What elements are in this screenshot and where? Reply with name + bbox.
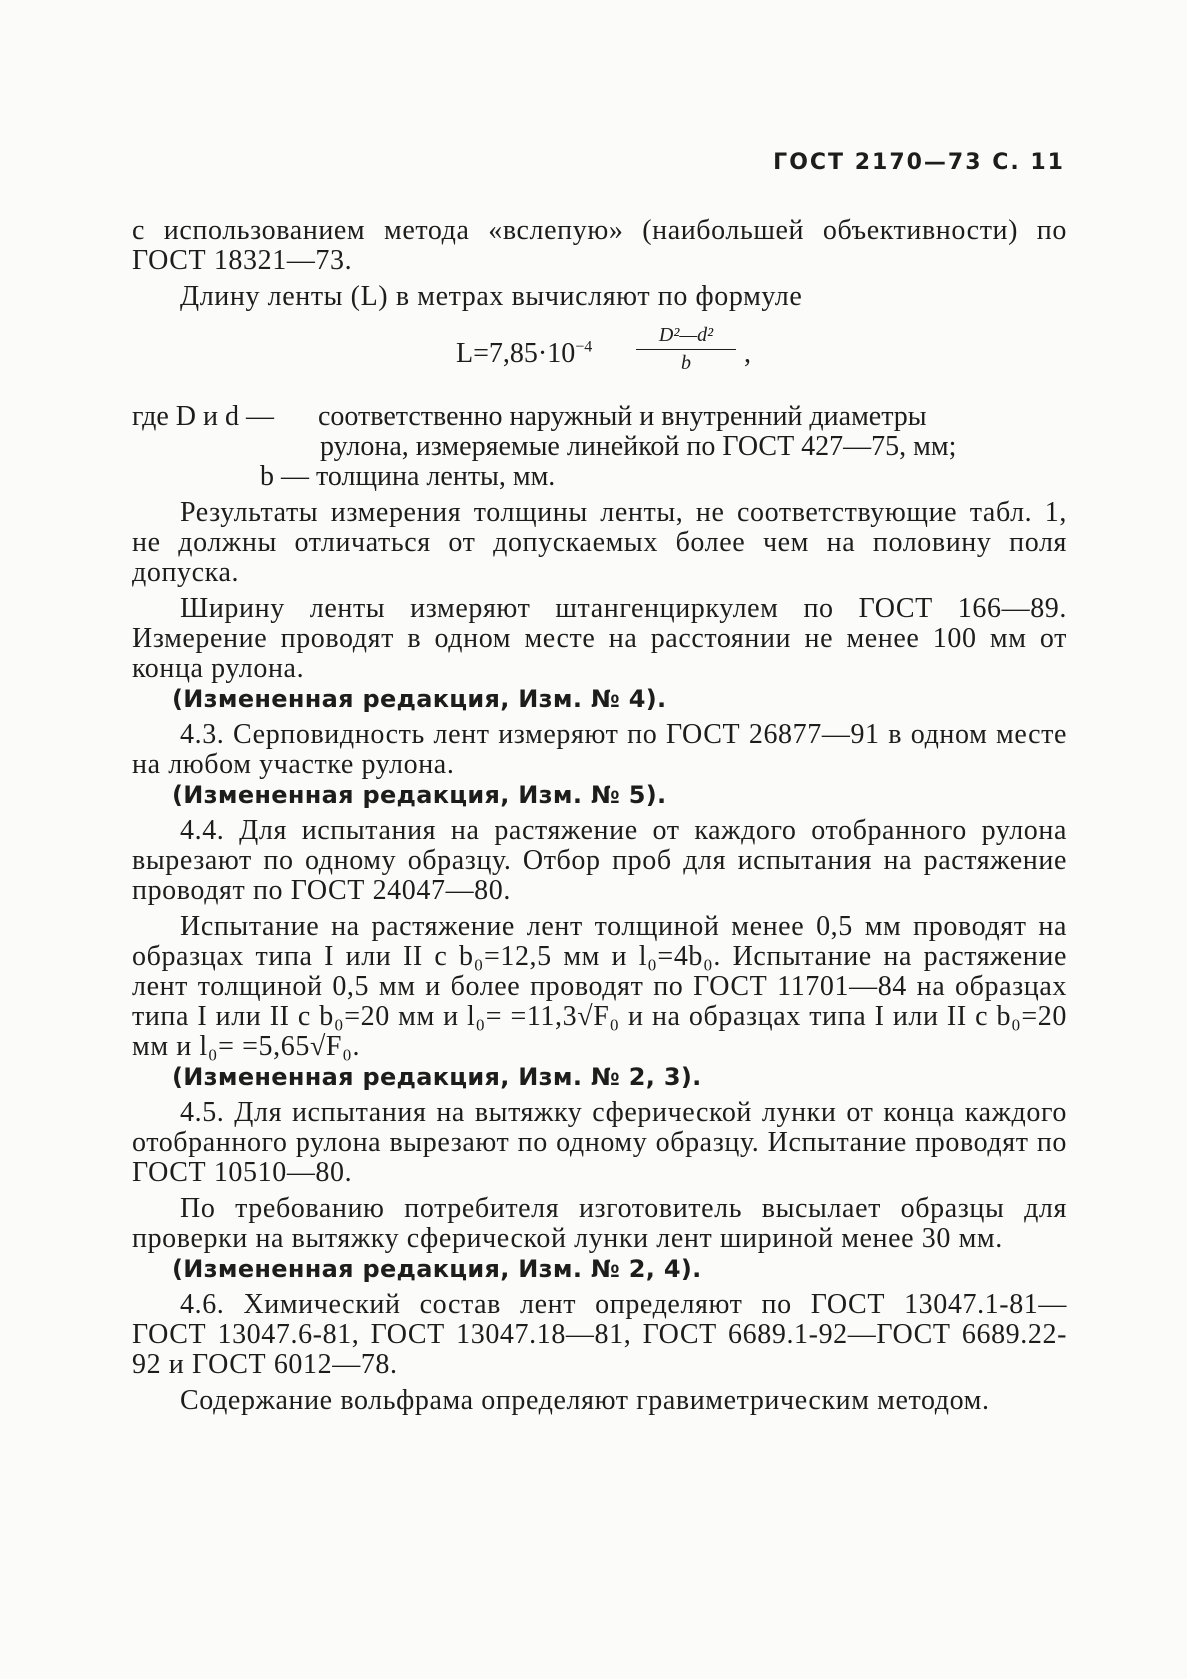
paragraph-tensile: Испытание на растяжение лент толщиной менее 0,5 мм проводят на образцах типа I или II с b₀=12,5 мм и l₀=4b₀. Испытание на растяжение лент толщиной 0,5 мм и более проводят по ГОСТ 11701—84 на образцах типа I или II с b₀=20 мм и l₀= =11,3√F₀ и на образцах типа I или II с b₀=20 мм и l₀= =5,65√F₀. xyxy=(132,911,1067,1062)
revision-note: (Измененная редакция, Изм. № 5). xyxy=(172,781,667,809)
paragraph-request: По требованию потребителя изготовитель высылает образцы для проверки на вытяжку сферической лунки лент шириной менее 30 мм. xyxy=(132,1193,1067,1254)
legend-line-2: рулона, измеряемые линейкой по ГОСТ 427—75, мм; xyxy=(320,431,957,462)
paragraph-tungsten: Содержание вольфрама определяют гравиметрическим методом. xyxy=(180,1385,990,1416)
page-header: ГОСТ 2170—73 С. 11 xyxy=(773,150,1065,175)
legend-line-3: b — толщина ленты, мм. xyxy=(260,461,556,492)
formula-tail: , xyxy=(744,338,751,369)
paragraph-4-5: 4.5. Для испытания на вытяжку сферической лунки от конца каждого отобранного рулона вырезают по одному образцу. Испытание проводят по ГОСТ 10510—80. xyxy=(132,1097,1067,1188)
formula-denominator: b xyxy=(681,352,691,374)
paragraph-4-4: 4.4. Для испытания на растяжение от каждого отобранного рулона вырезают по одному образцу. Отбор проб для испытания на растяжение проводят по ГОСТ 24047—80. xyxy=(132,815,1067,906)
formula-fraction xyxy=(636,324,736,375)
formula-lhs: $L=7,85\cdot 10^{-4}$ xyxy=(456,338,593,369)
paragraph-4-3: 4.3. Серповидность лент измеряют по ГОСТ 26877—91 в одном месте на любом участке рулона. xyxy=(132,719,1067,780)
paragraph-width: Ширину ленты измеряют штангенциркулем по ГОСТ 166—89. Измерение проводят в одном месте на расстоянии не менее 100 мм от конца рулона. xyxy=(132,593,1067,684)
document-body xyxy=(132,216,1067,1416)
legend-lead: где D и d — xyxy=(132,401,274,432)
paragraph-continuation: с использованием метода «вслепую» (наибольшей объективности) по ГОСТ 18321—73. xyxy=(132,215,1067,276)
length-formula xyxy=(132,316,1067,396)
paragraph-thickness: Результаты измерения толщины ленты, не соответствующие табл. 1, не должны отличаться от допускаемых более чем на половину поля допуска. xyxy=(132,497,1067,588)
legend-line-1: соответственно наружный и внутренний диаметры xyxy=(318,401,927,432)
paragraph-4-6: 4.6. Химический состав лент определяют по ГОСТ 13047.1-81— ГОСТ 13047.6-81, ГОСТ 13047.18—81, ГОСТ 6689.1-92—ГОСТ 6689.22-92 и ГОСТ 6012—78. xyxy=(132,1289,1067,1380)
formula-numerator: D²—d² xyxy=(636,324,736,350)
revision-note: (Измененная редакция, Изм. № 2, 4). xyxy=(172,1255,702,1283)
paragraph-formula-intro: Длину ленты (L) в метрах вычисляют по формуле xyxy=(180,281,803,312)
formula-legend xyxy=(132,402,1067,492)
revision-note: (Измененная редакция, Изм. № 2, 3). xyxy=(172,1063,702,1091)
revision-note: (Измененная редакция, Изм. № 4). xyxy=(172,685,667,713)
